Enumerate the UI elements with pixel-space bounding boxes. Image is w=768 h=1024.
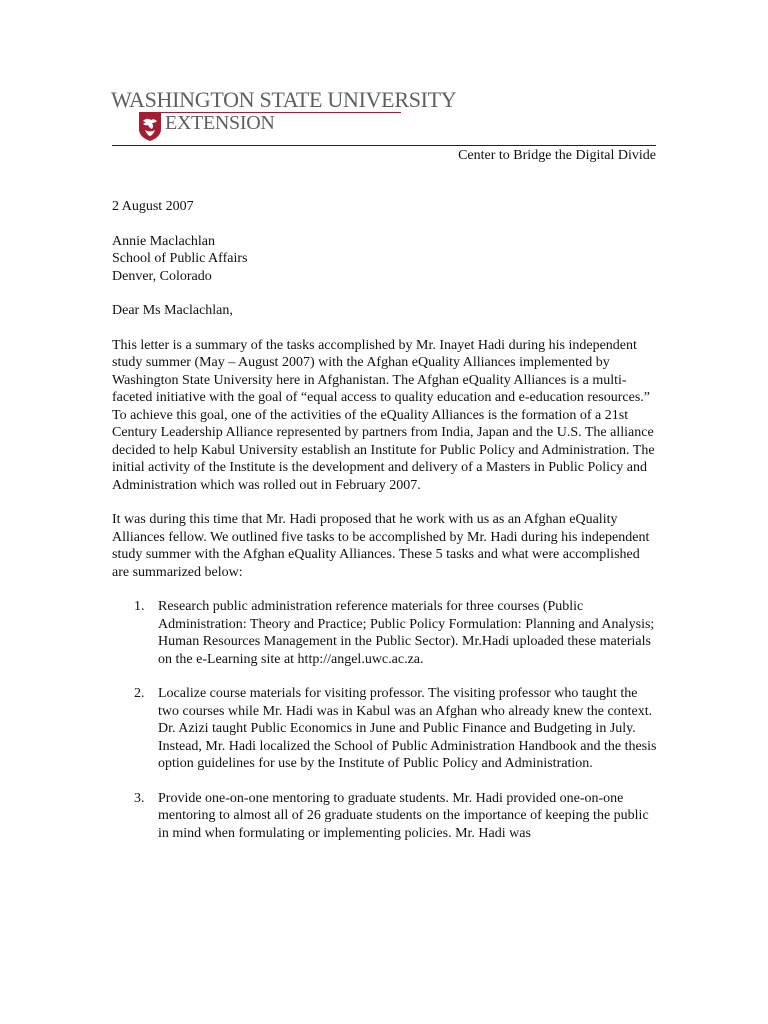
recipient-name: Annie Maclachlan [112,233,216,249]
list-item [112,790,660,843]
task-number: 1. [134,599,145,614]
header-rule [112,145,656,146]
task-text: Provide one-on-one mentoring to graduate students. Mr. Hadi provided one-on-one mentoring to almost all of 26 graduate students on the importance of keeping the public in mind when formulating or implementing policies. Mr. Hadi was [158,790,649,841]
logo-university-name: WASHINGTON STATE UNIVERSITY [111,87,457,112]
salutation: Dear Ms Maclachlan, [112,303,233,318]
paragraph-fellowship: It was during this time that Mr. Hadi proposed that he work with us as an Afghan eQuality Alliances fellow. We outlined five tasks to be accomplished by Mr. Hadi during his independent study summer with the Afghan eQuality Alliances. These 5 tasks and what were accomplished are summarized below: [112,512,650,580]
letter-date: 2 August 2007 [112,199,194,214]
letter-body [112,198,660,859]
wsu-seal-icon [138,112,162,142]
paragraph-summary: This letter is a summary of the tasks accomplished by Mr. Inayet Hadi during his independent study summer (May – August 2007) with the Afghan eQuality Alliances implemented by Washington State University here in Afghanistan. The Afghan eQuality Alliances is a multi-faceted initiative with the goal of “equal access to quality education and e-education resources.” To achieve this goal, one of the activities of the eQuality Alliances is the formation of a 21st Century Leadership Alliance represented by partners from India, Japan and the U.S. The alliance decided to help Kabul University establish an Institute for Public Policy and Administration. The initial activity of the Institute is the development and delivery of a Masters in Public Policy and Administration which was rolled out in February 2007. [112,337,655,493]
task-text: Localize course materials for visiting professor. The visiting professor who taught the two courses while Mr. Hadi was in Kabul was an Afghan who already knew the context. Dr. Azizi taught Public Economics in June and Public Finance and Budgeting in July. Instead, Mr. Hadi localized the School of Public Administration Handbook and the thesis option guidelines for use by the Institute of Public Policy and Administration. [158,686,657,771]
recipient-org: School of Public Affairs [112,251,248,266]
list-item [112,598,660,668]
logo-extension: EXTENSION [165,112,275,134]
list-item [112,685,660,773]
recipient-address [112,233,660,286]
wsu-extension-logo [111,87,457,146]
recipient-city: Denver, Colorado [112,268,212,284]
task-text: Research public administration reference materials for three courses (Public Administration: Theory and Practice; Public Policy Formulation: Planning and Analysis; Human Resources Management in the Public Sector). Mr.Hadi uploaded these materials on the e-Learning site at http://angel.uwc.ac.za. [158,599,655,667]
task-number: 3. [134,790,145,806]
task-number: 2. [134,686,145,701]
task-list [112,598,660,842]
center-name: Center to Bridge the Digital Divide [458,148,656,163]
